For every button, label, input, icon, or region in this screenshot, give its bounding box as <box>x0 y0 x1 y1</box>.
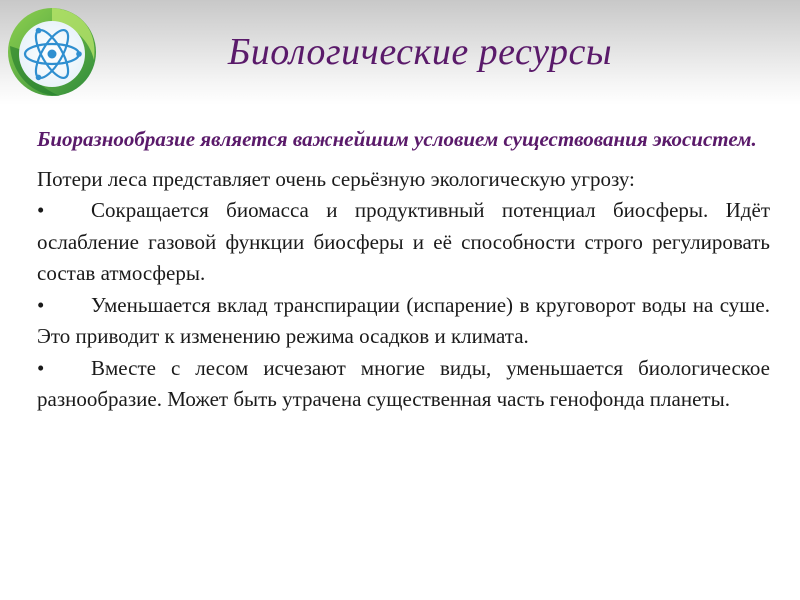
bullet-text: Уменьшается вклад транспирации (испарение) в круговорот воды на суше. Это приводит к изменению режима осадков и климата. <box>37 292 770 348</box>
intro-paragraph: Потери леса представляет очень серьёзную экологическую угрозу: <box>37 166 635 191</box>
bullet-marker: • <box>37 198 45 222</box>
bullet-text: Вместе с лесом исчезают многие виды, уменьшается биологическое разнообразие. Может быть утрачена существенная часть генофонда планеты. <box>37 355 770 411</box>
bullet-text: Сокращается биомасса и продуктивный потенциал биосферы. Идёт ослабление газовой функции биосферы и её способности строго регулировать состав атмосферы. <box>37 198 770 285</box>
atom-leaves-logo-icon <box>2 2 102 102</box>
bullet-marker: • <box>37 292 45 317</box>
slide-title: Биологические ресурсы <box>227 31 613 73</box>
bullet-item <box>37 195 770 290</box>
slide-body <box>37 124 770 416</box>
bullet-list <box>37 195 770 416</box>
bullet-item <box>37 353 770 416</box>
bullet-marker: • <box>37 355 45 380</box>
lead-statement: Биоразнообразие является важнейшим условием существования экосистем. <box>37 127 757 151</box>
bullet-item <box>37 290 770 353</box>
